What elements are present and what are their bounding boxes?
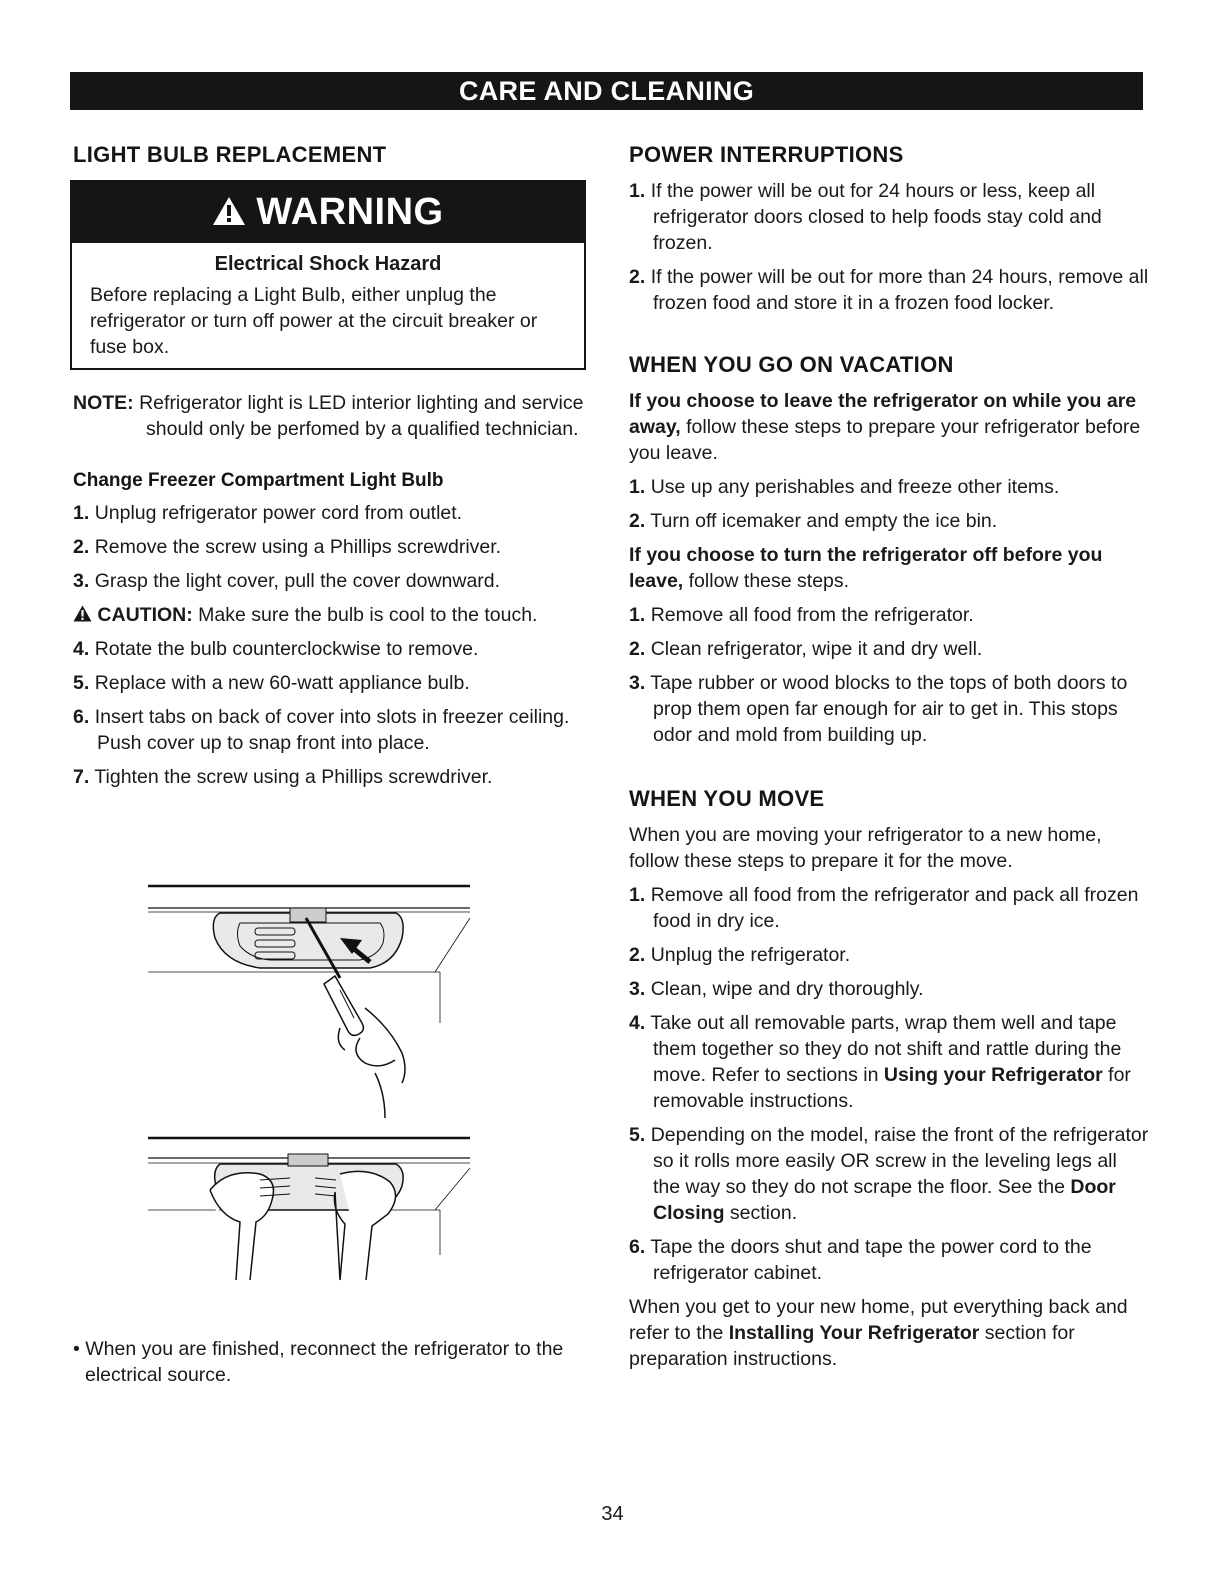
list-item: 2. Turn off icemaker and empty the ice bin. [629, 510, 998, 532]
list-item: 7. Tighten the screw using a Phillips screwdriver. [73, 766, 493, 788]
note-label: NOTE: [73, 392, 134, 414]
warning-triangle-icon [212, 196, 246, 226]
list-item: 1. Use up any perishables and freeze other items. [629, 476, 1060, 498]
note-text: Refrigerator light is LED interior lighting and service should only be perfomed by a qualified technician. [139, 392, 584, 440]
warning-title: WARNING [256, 191, 444, 233]
list-item: 2. If the power will be out for more than 24 hours, remove all frozen food and store it in a frozen food locker. [629, 266, 1149, 314]
move-heading: WHEN YOU MOVE [629, 786, 825, 811]
list-item: 3. Tape rubber or wood blocks to the tops of both doors to prop them open far enough for air to get in. This stops odor and mold from building up. [629, 672, 1128, 746]
list-item: 6. Insert tabs on back of cover into slots in freezer ceiling. Push cover up to snap front into place. [73, 706, 570, 754]
warning-subtitle: Electrical Shock Hazard [214, 253, 442, 275]
vacation-intro-on: If you choose to leave the refrigerator on while you are away, follow these steps to prepare your refrigerator before you leave. [629, 390, 1141, 464]
list-item: 1. Unplug refrigerator power cord from outlet. [73, 502, 463, 524]
list-item: 2. Remove the screw using a Phillips screwdriver. [73, 536, 502, 558]
list-item: 3. Grasp the light cover, pull the cover downward. [73, 570, 501, 592]
list-item: 1. If the power will be out for 24 hours or less, keep all refrigerator doors closed to help foods stay cold and frozen. [629, 180, 1102, 254]
list-item: 4. Take out all removable parts, wrap them well and tape them together so they do not shift and rattle during the move. Refer to sections in Using your Refrigerator for removable instructions. [629, 1012, 1131, 1112]
right-column [629, 142, 1149, 1372]
caution-text: Make sure the bulb is cool to the touch. [198, 604, 538, 626]
reconnect-bullet: • When you are finished, reconnect the refrigerator to the electrical source. [73, 1338, 564, 1386]
cover-installation-illustration [140, 1130, 480, 1290]
light-bulb-heading: LIGHT BULB REPLACEMENT [73, 142, 387, 167]
power-interruptions-heading: POWER INTERRUPTIONS [629, 142, 904, 167]
bulb-steps-first [73, 500, 588, 594]
list-item: 3. Clean, wipe and dry thoroughly. [629, 978, 924, 1000]
warning-box [70, 180, 586, 370]
section-banner: CARE AND CLEANING [70, 72, 1143, 110]
list-item: 4. Rotate the bulb counterclockwise to remove. [73, 638, 479, 660]
vacation-intro-off: If you choose to turn the refrigerator off before you leave, follow these steps. [629, 544, 1103, 592]
move-intro: When you are moving your refrigerator to a new home, follow these steps to prepare it for the move. [629, 824, 1102, 872]
vacation-heading: WHEN YOU GO ON VACATION [629, 352, 954, 377]
move-outro: When you get to your new home, put everything back and refer to the Installing Your Refrigerator section for preparation instructions. [629, 1296, 1128, 1370]
warning-text: Before replacing a Light Bulb, either unplug the refrigerator or turn off power at the circuit breaker or fuse box. [90, 284, 538, 358]
left-column [73, 142, 588, 798]
page-number: 34 [601, 1503, 624, 1525]
list-item: 5. Depending on the model, raise the front of the refrigerator so it rolls more easily OR screw in the leveling legs all the way so they do not scrape the floor. See the Door Closing section. [629, 1124, 1149, 1224]
list-item: 1. Remove all food from the refrigerator. [629, 604, 974, 626]
list-item: 2. Clean refrigerator, wipe it and dry well. [629, 638, 983, 660]
bulb-steps-second [73, 636, 588, 790]
move-steps [629, 882, 1149, 1286]
freezer-bulb-subheading: Change Freezer Compartment Light Bulb [73, 470, 444, 491]
screwdriver-illustration [140, 878, 480, 1118]
caution-note [73, 602, 588, 628]
note [73, 390, 588, 442]
caution-triangle-icon [73, 605, 92, 622]
list-item: 2. Unplug the refrigerator. [629, 944, 851, 966]
power-steps [629, 178, 1149, 316]
vacation-steps-off [629, 602, 1149, 748]
list-item: 5. Replace with a new 60-watt appliance bulb. [73, 672, 470, 694]
list-item: 1. Remove all food from the refrigerator and pack all frozen food in dry ice. [629, 884, 1139, 932]
caution-label: CAUTION: [97, 604, 193, 626]
list-item: 6. Tape the doors shut and tape the power cord to the refrigerator cabinet. [629, 1236, 1092, 1284]
warning-header [72, 182, 584, 243]
vacation-steps-on [629, 474, 1149, 534]
